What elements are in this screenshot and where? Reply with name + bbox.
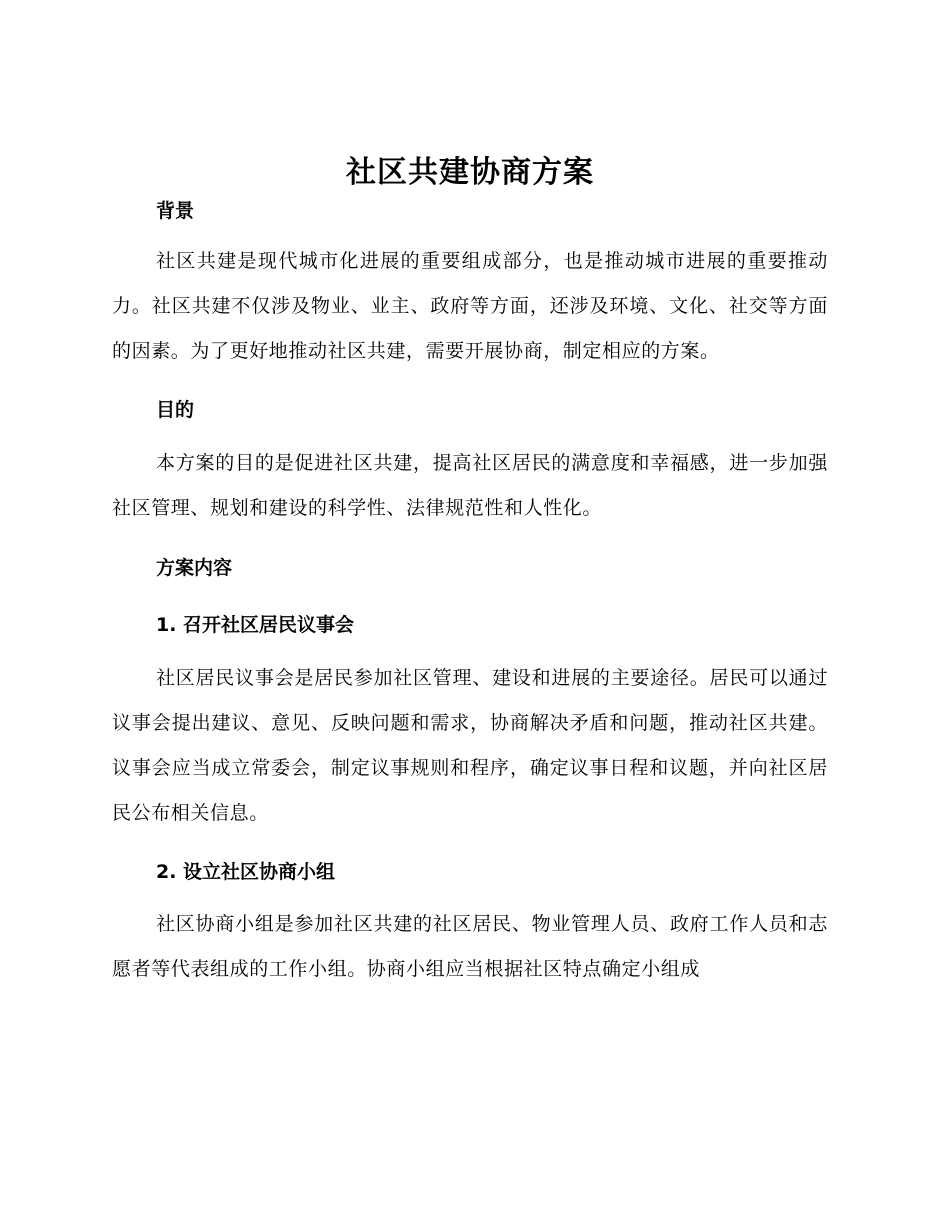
- section-heading-goal: 目的: [156, 399, 195, 421]
- item-heading-2: 2. 设立社区协商小组: [156, 861, 336, 883]
- paragraph-item-2: 社区协商小组是参加社区共建的社区居民、物业管理人员、政府工作人员和志愿者等代表组成的工作小组。协商小组应当根据社区特点确定小组成: [112, 913, 828, 980]
- paragraph-background: 社区共建是现代城市化进展的重要组成部分，也是推动城市进展的重要推动力。社区共建不仅涉及物业、业主、政府等方面，还涉及环境、文化、社交等方面的因素。为了更好地推动社区共建，需要开展协商，制定相应的方案。: [112, 250, 828, 362]
- paragraph-item-1: 社区居民议事会是居民参加社区管理、建设和进展的主要途径。居民可以通过议事会提出建议、意见、反映问题和需求，协商解决矛盾和问题，推动社区共建。议事会应当成立常委会，制定议事规则和程序，确定议事日程和议题，并向社区居民公布相关信息。: [112, 667, 828, 824]
- document-page: [112, 148, 828, 992]
- section-heading-background: 背景: [156, 200, 195, 222]
- section-heading-content: 方案内容: [156, 557, 233, 579]
- document-title: 社区共建协商方案: [346, 155, 594, 190]
- paragraph-goal: 本方案的目的是促进社区共建，提高社区居民的满意度和幸福感，进一步加强社区管理、规划和建设的科学性、法律规范性和人性化。: [112, 452, 828, 519]
- item-heading-1: 1. 召开社区居民议事会: [156, 614, 355, 636]
